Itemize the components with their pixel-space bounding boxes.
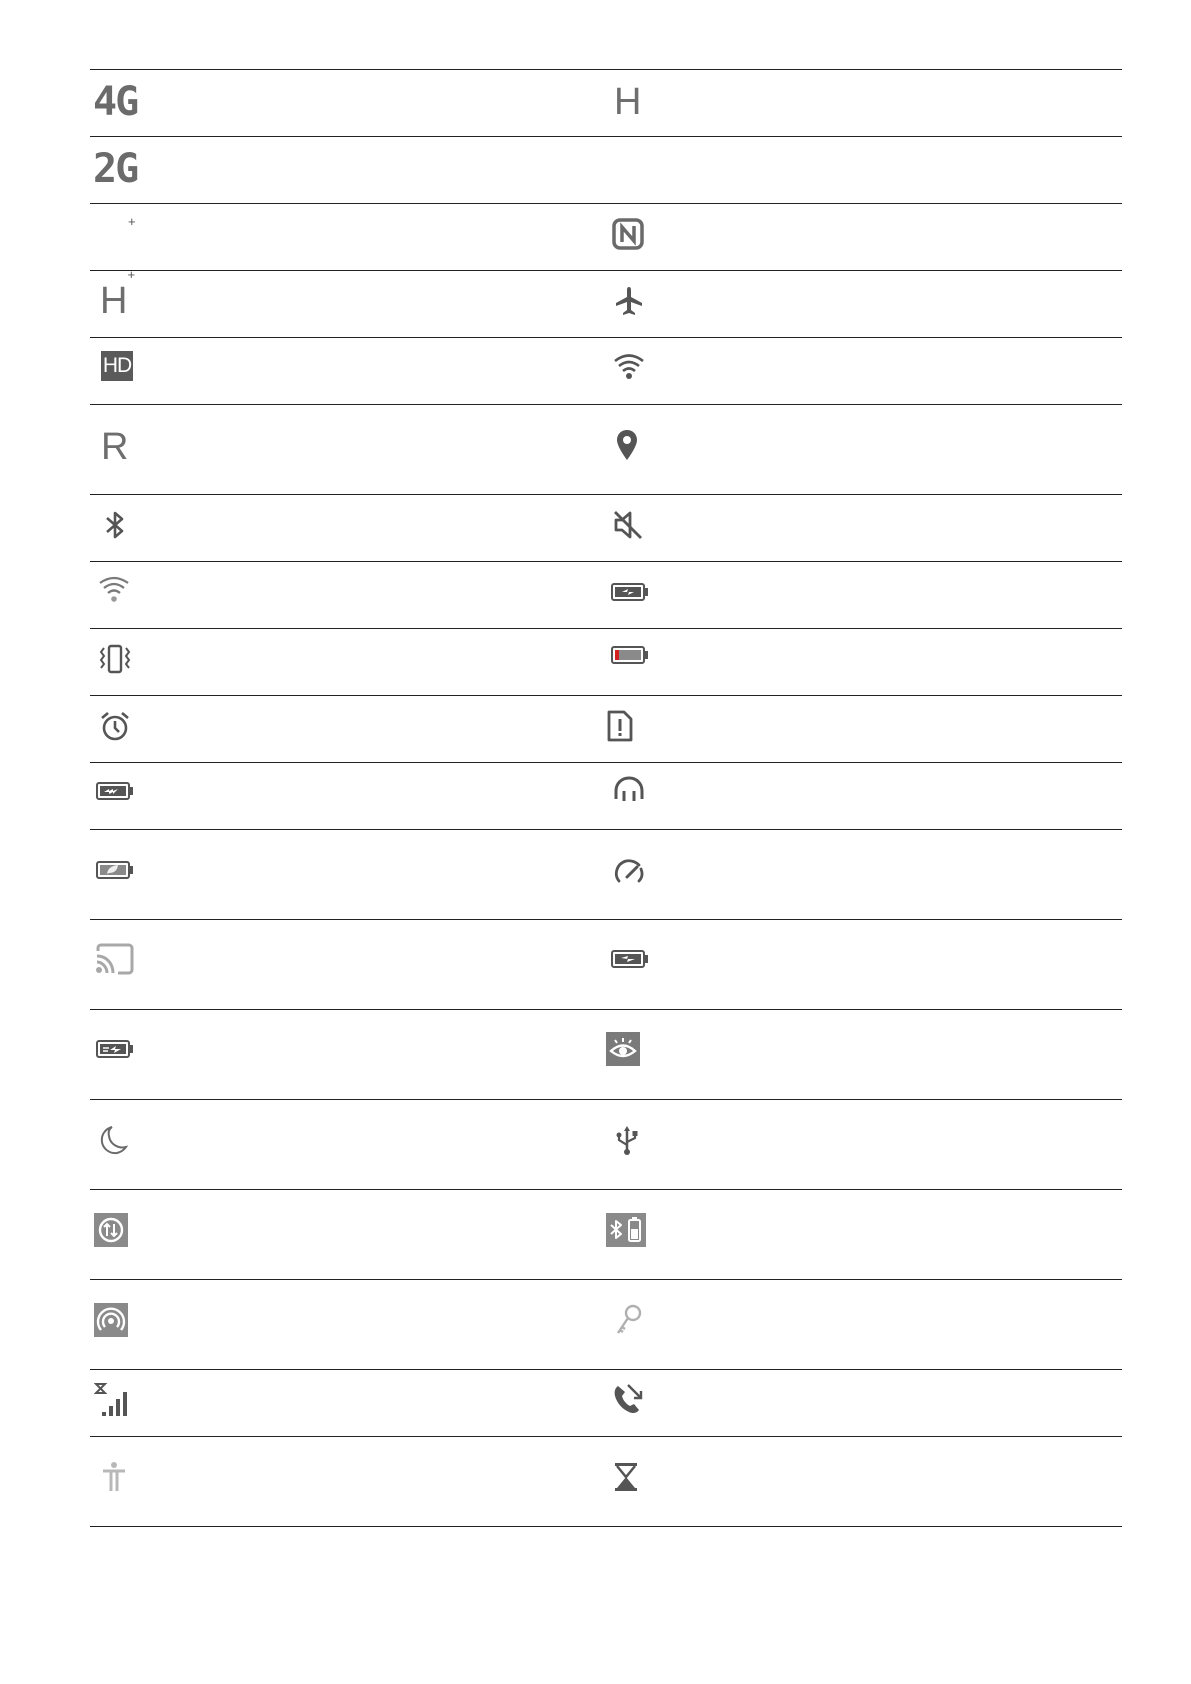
table-row: [90, 1190, 1122, 1280]
table-row: [90, 562, 1122, 629]
table-row: [90, 920, 1122, 1010]
table-row: [90, 1370, 1122, 1437]
table-row: [90, 830, 1122, 920]
table-row: 4G H: [90, 70, 1122, 137]
table-row: 2G: [90, 137, 1122, 204]
table-row: +: [90, 204, 1122, 271]
table-row: [90, 1280, 1122, 1370]
table-row: H +: [90, 271, 1122, 338]
table-row: [90, 1100, 1122, 1190]
table-row: R: [90, 405, 1122, 495]
table-row: [90, 1437, 1122, 1527]
table-row: HD: [90, 338, 1122, 405]
table-row: [90, 629, 1122, 696]
status-icon-table: [90, 69, 1122, 1527]
table-row: [90, 495, 1122, 562]
table-row: [90, 696, 1122, 763]
table-row: [90, 763, 1122, 830]
table-row: [90, 1010, 1122, 1100]
